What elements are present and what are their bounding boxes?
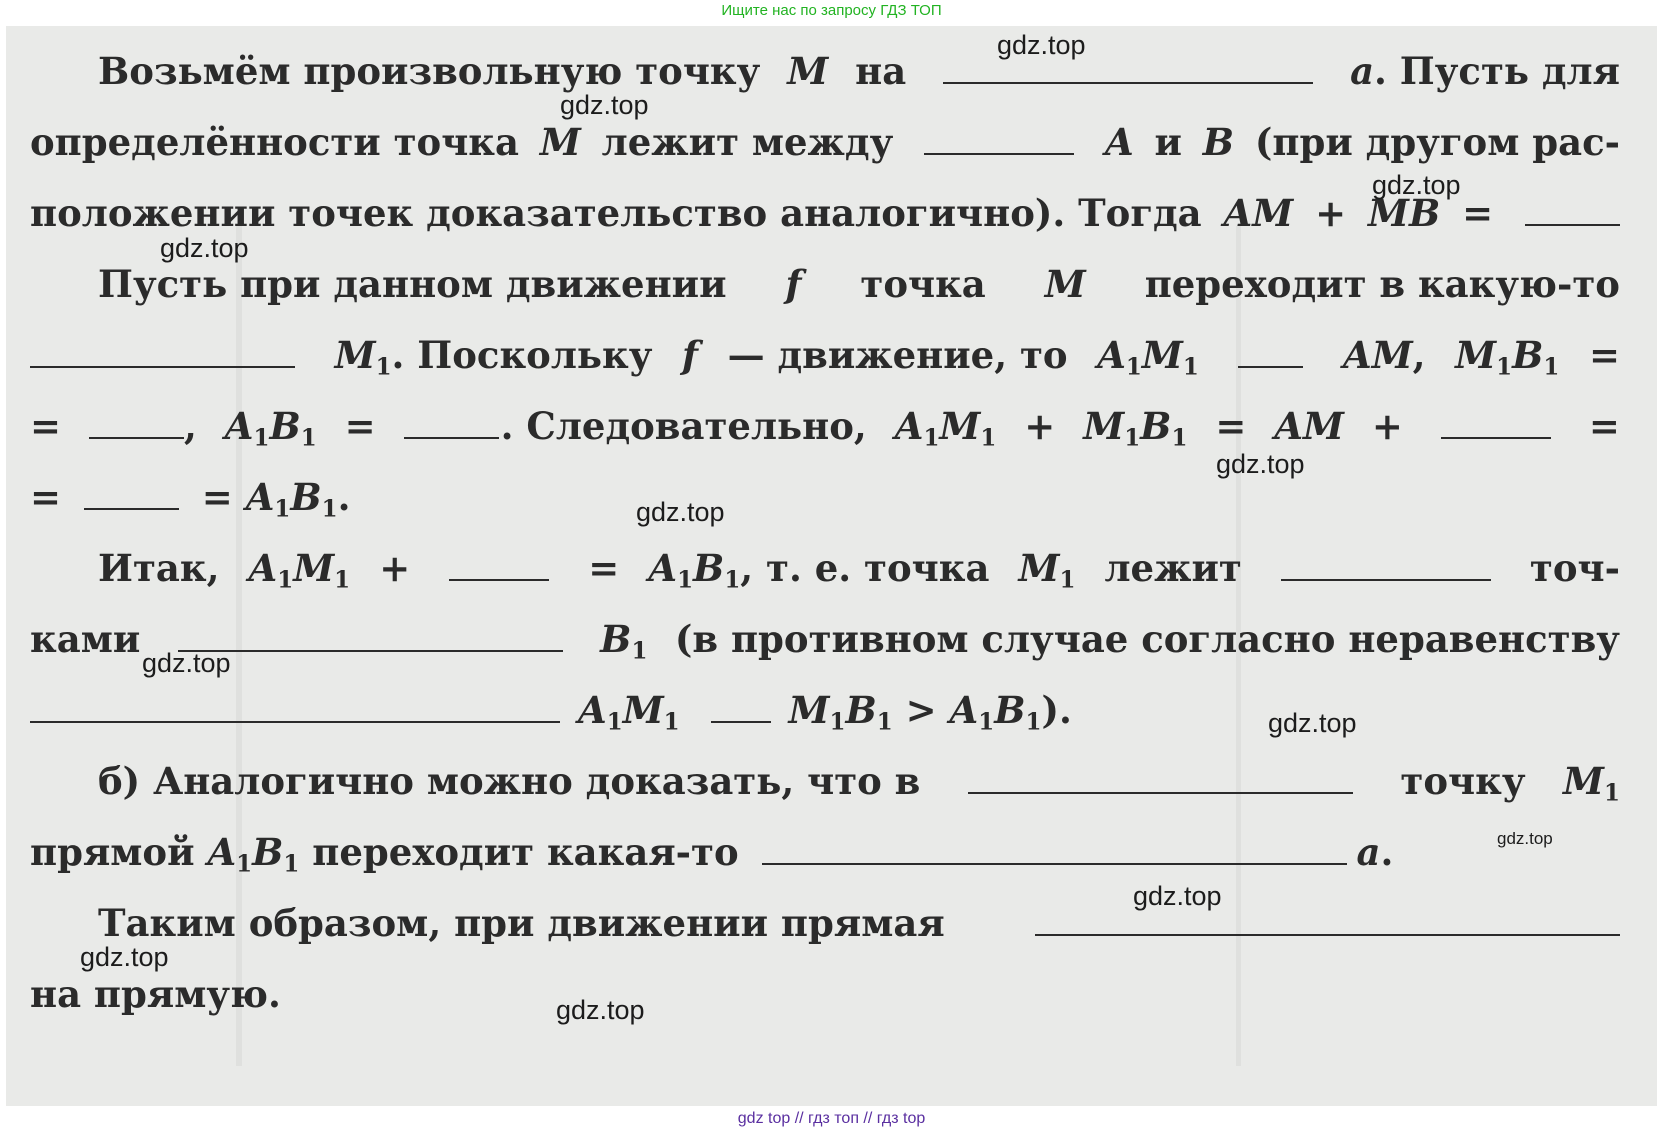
- answer-blank[interactable]: [178, 619, 563, 652]
- math-var: A: [949, 688, 979, 732]
- subscript: 1: [663, 708, 680, 736]
- text: +: [1371, 404, 1403, 448]
- math-var: M: [939, 404, 981, 448]
- answer-blank[interactable]: [30, 335, 295, 368]
- watermark: gdz.top: [1133, 881, 1222, 911]
- text: ками: [30, 617, 141, 661]
- subscript: 1: [236, 850, 253, 878]
- text: =: [1462, 191, 1494, 235]
- text-line-7: [30, 474, 1620, 523]
- math-var: a: [1350, 49, 1375, 93]
- watermark: gdz.top: [636, 497, 725, 527]
- math-var: M: [622, 688, 664, 732]
- math-var: A: [245, 475, 275, 519]
- text: б) Аналогично можно доказать, что в: [98, 759, 921, 803]
- subscript: 1: [1124, 424, 1141, 452]
- subscript: 1: [1059, 566, 1076, 594]
- math-var: M: [1141, 333, 1183, 377]
- math-expr: AM: [1223, 191, 1294, 235]
- text: +: [1315, 191, 1347, 235]
- watermark: gdz.top: [556, 995, 645, 1025]
- answer-blank[interactable]: [1281, 548, 1491, 581]
- text: ,: [1412, 333, 1426, 377]
- math-var: M: [788, 688, 830, 732]
- subscript: 1: [876, 708, 893, 736]
- text-line-2: [30, 119, 1620, 165]
- text: Таким образом, при движении прямая: [98, 901, 945, 945]
- text-line-10: [30, 687, 1620, 736]
- math-var: M: [1455, 333, 1497, 377]
- subscript: 1: [980, 424, 997, 452]
- text: точ-: [1529, 546, 1620, 590]
- subscript: 1: [631, 637, 648, 665]
- answer-blank[interactable]: [924, 122, 1074, 155]
- math-var: f: [682, 333, 698, 377]
- text: переходит какая-то: [312, 830, 739, 874]
- watermark: gdz.top: [1372, 170, 1461, 200]
- text-line-11: [98, 758, 1620, 807]
- subscript: 1: [300, 424, 317, 452]
- text: =: [588, 546, 620, 590]
- text: +: [379, 546, 411, 590]
- text-line-13: [98, 900, 1620, 946]
- subscript: 1: [978, 708, 995, 736]
- math-var: A: [248, 546, 278, 590]
- text: и: [1154, 120, 1182, 164]
- text: =: [30, 404, 62, 448]
- text: лежит между: [601, 120, 894, 164]
- text-line-6: [30, 403, 1620, 452]
- answer-blank[interactable]: [711, 690, 771, 723]
- text: >: [905, 688, 937, 732]
- subscript: 1: [1025, 708, 1042, 736]
- watermark: gdz.top: [1497, 829, 1553, 848]
- text-line-12: [30, 829, 1620, 878]
- answer-blank[interactable]: [762, 832, 1347, 865]
- footer-links[interactable]: gdz top // гдз топ // гдз top: [737, 1110, 926, 1127]
- text: =: [30, 475, 62, 519]
- math-var: A: [1097, 333, 1126, 377]
- subscript: 1: [321, 495, 338, 523]
- watermark: gdz.top: [142, 648, 231, 678]
- text: . Поскольку: [391, 333, 653, 377]
- text: положении точек доказательство аналогично). Тогда: [30, 191, 1202, 235]
- math-var: A: [894, 404, 924, 448]
- text-line-14: [30, 971, 1620, 1017]
- text-line-8: [98, 545, 1620, 594]
- answer-blank[interactable]: [84, 477, 179, 510]
- math-expr: AM: [1343, 333, 1413, 377]
- math-expr: MB: [1367, 191, 1441, 235]
- text: точка: [860, 262, 986, 306]
- answer-blank[interactable]: [1238, 335, 1303, 368]
- subscript: 1: [1604, 779, 1620, 807]
- subscript: 1: [1496, 353, 1513, 381]
- math-var: B: [252, 830, 284, 874]
- math-var: B: [994, 688, 1026, 732]
- text: .: [1380, 830, 1394, 874]
- text-line-1: [98, 48, 1620, 94]
- math-var: M: [1044, 262, 1086, 306]
- text: — движение, то: [727, 333, 1068, 377]
- text: , т. е. точка: [740, 546, 990, 590]
- text: ,: [183, 404, 197, 448]
- subscript: 1: [277, 566, 294, 594]
- answer-blank[interactable]: [1441, 406, 1551, 439]
- watermark: gdz.top: [997, 30, 1086, 60]
- watermark: gdz.top: [160, 233, 249, 263]
- text: точку: [1400, 759, 1526, 803]
- text: =: [1588, 333, 1620, 377]
- math-var: B: [600, 617, 632, 661]
- math-var: B: [1140, 404, 1172, 448]
- math-var: M: [1083, 404, 1125, 448]
- subscript: 1: [829, 708, 846, 736]
- text: =: [1215, 404, 1247, 448]
- answer-blank[interactable]: [449, 548, 549, 581]
- subscript: 1: [274, 495, 291, 523]
- text: на: [855, 49, 907, 93]
- text: лежит: [1104, 546, 1242, 590]
- text: . Следовательно,: [500, 404, 867, 448]
- subscript: 1: [606, 708, 623, 736]
- text: Пусть при данном движении: [98, 262, 727, 306]
- text: прямой: [30, 830, 195, 874]
- text: на прямую.: [30, 972, 281, 1016]
- text: +: [1024, 404, 1056, 448]
- subscript: 1: [1182, 353, 1199, 381]
- math-var: M: [539, 120, 581, 164]
- text: переходит в какую-то: [1144, 262, 1620, 306]
- text: (в противном случае согласно неравенству: [674, 617, 1620, 661]
- math-var: M: [787, 49, 829, 93]
- math-var: M: [334, 333, 376, 377]
- answer-blank[interactable]: [1035, 903, 1620, 936]
- math-var: B: [693, 546, 725, 590]
- subscript: 1: [923, 424, 940, 452]
- watermark: gdz.top: [1216, 449, 1305, 479]
- math-var: A: [578, 688, 607, 732]
- math-var: M: [293, 546, 335, 590]
- math-var: A: [1104, 120, 1134, 164]
- math-var: A: [648, 546, 678, 590]
- subscript: 1: [334, 566, 351, 594]
- math-var: B: [269, 404, 301, 448]
- math-var: B: [845, 688, 877, 732]
- answer-blank[interactable]: [30, 690, 560, 723]
- math-var: a: [1356, 830, 1381, 874]
- math-expr: AM: [1274, 404, 1344, 448]
- answer-blank[interactable]: [968, 761, 1353, 794]
- answer-blank[interactable]: [89, 406, 184, 439]
- math-var: B: [1202, 120, 1235, 164]
- subscript: 1: [1543, 353, 1560, 381]
- text: Возьмём произвольную точку: [98, 49, 761, 93]
- math-var: M: [1563, 759, 1604, 803]
- subscript: 1: [677, 566, 694, 594]
- text-line-5: [30, 332, 1620, 381]
- math-var: M: [1018, 546, 1060, 590]
- watermark: gdz.top: [1268, 708, 1357, 738]
- text: ).: [1041, 688, 1072, 732]
- math-var: A: [224, 404, 254, 448]
- text: Итак,: [98, 546, 220, 590]
- watermark: gdz.top: [560, 90, 649, 120]
- math-var: f: [785, 262, 802, 306]
- math-var: B: [1512, 333, 1544, 377]
- subscript: 1: [375, 353, 392, 381]
- answer-blank[interactable]: [404, 406, 499, 439]
- subscript: 1: [253, 424, 270, 452]
- math-var: A: [207, 830, 237, 874]
- text: =: [1588, 404, 1620, 448]
- answer-blank[interactable]: [1525, 193, 1620, 226]
- search-banner[interactable]: Ищите нас по запросу ГДЗ ТОП: [721, 2, 942, 19]
- text-line-4: [98, 261, 1620, 307]
- text: определённости точка: [30, 120, 520, 164]
- math-var: B: [290, 475, 322, 519]
- subscript: 1: [724, 566, 741, 594]
- text: =: [344, 404, 376, 448]
- text: =: [201, 475, 246, 519]
- watermark: gdz.top: [80, 942, 169, 972]
- text: (при другом рас-: [1254, 120, 1620, 164]
- text: . Пусть для: [1374, 49, 1620, 93]
- subscript: 1: [1171, 424, 1188, 452]
- subscript: 1: [1125, 353, 1142, 381]
- text: .: [337, 475, 351, 519]
- subscript: 1: [283, 850, 300, 878]
